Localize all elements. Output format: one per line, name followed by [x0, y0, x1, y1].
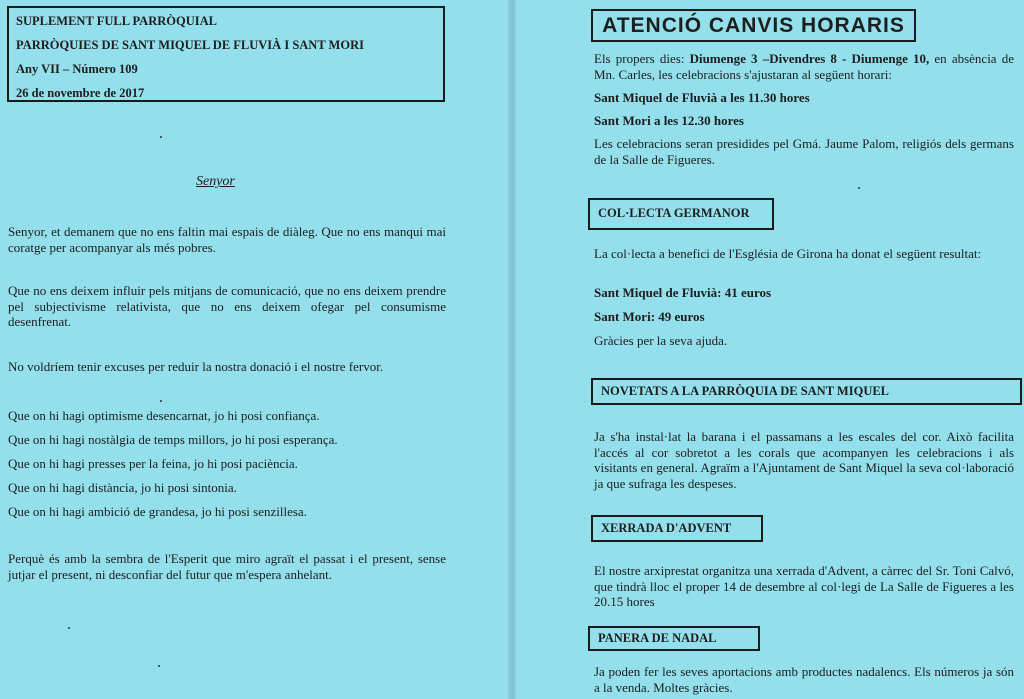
- prayer-line-3: Que on hi hagi presses per la feina, jo hi posi paciència.: [8, 456, 298, 471]
- collecta-line-1: Sant Miquel de Fluvià: 41 euros: [594, 285, 772, 300]
- prayer-paragraph-2: Que no ens deixem influir pels mitjans de comunicació, que no ens deixem prendre pel subjectivisme relativista, que no ens deixem ofegar pel consumisme desenfrenat.: [8, 283, 446, 329]
- speck: [68, 627, 70, 629]
- novetats-text: Ja s'ha instal·lat la barana i el passamans a les escales del cor. Això facilita l'accés al cor sobretot a les corals que acompanyen les celebracions i als visitants en general. Agraïm a l'Ajuntament de Sant Miquel la seva col·laboració ja que sufraga les despeses.: [594, 429, 1014, 491]
- xerrada-text: El nostre arxiprestat organitza una xerrada d'Advent, a càrrec del Sr. Toni Calvó, que tindrà lloc el proper 14 de desembre al col·legi de La Salle de Figueres a les 20.15 hores: [594, 563, 1014, 609]
- speck: [160, 400, 162, 402]
- atencio-note: Les celebracions seran presidides pel Gmá. Jaume Palom, religiós dels germans de la Salle de Figueres.: [594, 136, 1014, 167]
- collecta-thanks: Gràcies per la seva ajuda.: [594, 333, 728, 348]
- header-box: [7, 6, 445, 102]
- prayer-line-5: Que on hi hagi ambició de grandesa, jo hi posi senzillesa.: [8, 504, 307, 519]
- atencio-intro: Els propers dies: Diumenge 3 –Divendres 8 - Diumenge 10, en absència de Mn. Carles, les celebracions s'ajustaran al següent horari:: [594, 51, 1014, 82]
- prayer-paragraph-1: Senyor, et demanem que no ens faltin mai espais de diàleg. Que no ens manqui mai coratge per acompanyar als més pobres.: [8, 224, 446, 255]
- prayer-paragraph-4: Perquè és amb la sembra de l'Esperit que miro agraït el passat i el present, sense jutjar el present, ni desconfiar del futur que m'espera anhelant.: [8, 551, 446, 582]
- prayer-line-4: Que on hi hagi distància, jo hi posi sintonia.: [8, 480, 237, 495]
- panera-title: PANERA DE NADAL: [588, 626, 760, 651]
- panera-text: Ja poden fer les seves aportacions amb productes nadalencs. Els números ja són a la venda. Moltes gràcies.: [594, 664, 1014, 695]
- speck: [160, 136, 162, 138]
- atencio-line-2: Sant Mori a les 12.30 hores: [594, 113, 744, 128]
- atencio-line-1: Sant Miquel de Fluvià a les 11.30 hores: [594, 90, 810, 105]
- page-fold: [508, 0, 516, 699]
- header-line-2: PARRÒQUIES DE SANT MIQUEL DE FLUVIÀ I SANT MORI: [16, 38, 364, 52]
- header-line-4: 26 de novembre de 2017: [16, 86, 145, 100]
- collecta-intro: La col·lecta a benefici de l'Església de Girona ha donat el següent resultat:: [594, 246, 982, 261]
- collecta-line-2: Sant Mori: 49 euros: [594, 309, 705, 324]
- header-line-1: SUPLEMENT FULL PARRÒQUIAL: [16, 14, 217, 28]
- collecta-title: COL·LECTA GERMANOR: [588, 198, 774, 230]
- prayer-line-1: Que on hi hagi optimisme desencarnat, jo hi posi confiança.: [8, 408, 320, 423]
- prayer-line-2: Que on hi hagi nostàlgia de temps millors, jo hi posi esperança.: [8, 432, 338, 447]
- prayer-paragraph-3: No voldríem tenir excuses per reduir la nostra donació i el nostre fervor.: [8, 359, 384, 374]
- atencio-title: ATENCIÓ CANVIS HORARIS: [591, 9, 916, 42]
- speck: [858, 187, 860, 189]
- novetats-title: NOVETATS A LA PARRÒQUIA DE SANT MIQUEL: [591, 378, 1022, 405]
- xerrada-title: XERRADA D'ADVENT: [591, 515, 763, 542]
- prayer-title: Senyor: [196, 174, 235, 189]
- speck: [158, 665, 160, 667]
- header-line-3: Any VII – Número 109: [16, 62, 138, 76]
